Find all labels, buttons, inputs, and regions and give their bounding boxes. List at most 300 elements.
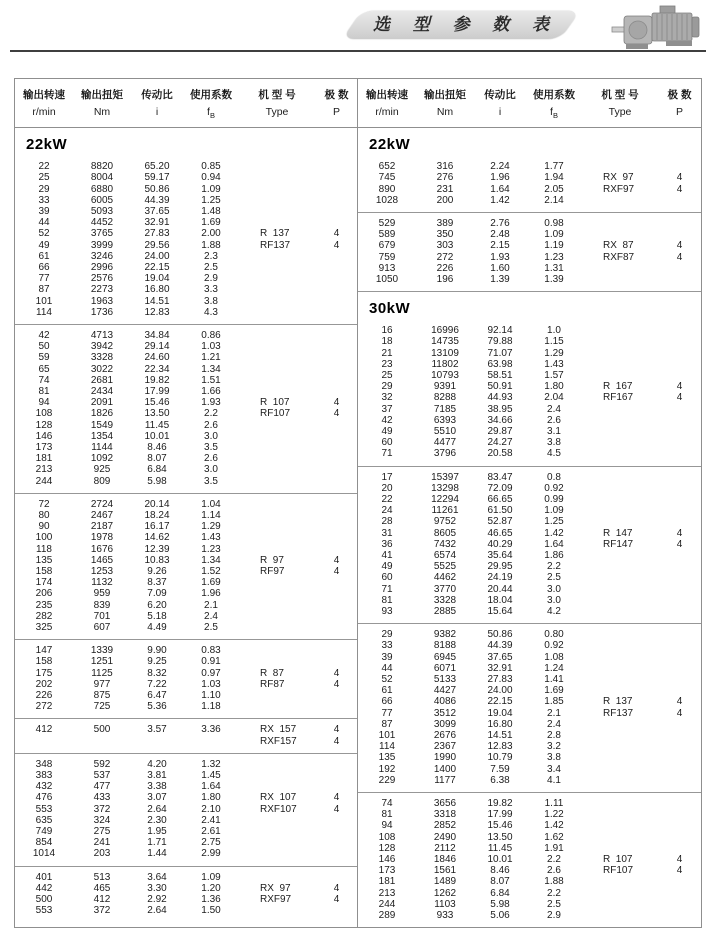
torque-cell: 3318: [433, 809, 457, 821]
speed-cell: 41: [381, 549, 393, 561]
type-cell: [239, 386, 315, 397]
table-row: [15, 770, 357, 781]
service-factor-cell: 0.99: [544, 493, 564, 505]
service-factor-cell: 4.3: [204, 306, 218, 318]
table-row: [358, 483, 701, 494]
poles-cell: [658, 472, 701, 483]
ratio-cell: 92.14: [487, 325, 513, 337]
table-row: [15, 577, 357, 588]
ratio-cell: 37.65: [487, 651, 513, 663]
service-factor-cell: 3.1: [547, 425, 561, 437]
poles-cell: 4: [333, 803, 340, 815]
ratio-cell: 50.86: [144, 183, 170, 195]
table-row: [358, 809, 701, 820]
ratio-cell: 11.45: [487, 842, 513, 854]
service-factor-cell: 3.0: [204, 464, 218, 476]
type-cell: [239, 532, 315, 543]
service-factor-cell: 1.88: [201, 239, 221, 251]
torque-cell: 8288: [433, 392, 457, 404]
torque-cell: 925: [93, 464, 111, 476]
service-factor-cell: 1.62: [544, 831, 564, 843]
speed-cell: 39: [38, 205, 50, 217]
table-row: [15, 499, 357, 510]
ratio-cell: 18.24: [144, 509, 170, 521]
speed-cell: 383: [35, 770, 53, 782]
torque-cell: 1465: [90, 554, 114, 566]
torque-cell: 3656: [433, 798, 457, 810]
poles-cell: [658, 663, 701, 674]
table-row: [15, 668, 357, 679]
poles-cell: [658, 516, 701, 527]
service-factor-cell: 1.23: [544, 251, 564, 263]
torque-cell: 2112: [434, 842, 456, 854]
poles-cell: [315, 532, 358, 543]
table-row: [15, 172, 357, 183]
table-row: [358, 161, 701, 172]
poles-cell: [315, 544, 358, 555]
speed-cell: 23: [381, 358, 393, 370]
type-cell: RXF97: [603, 183, 635, 195]
speed-cell: 49: [381, 425, 393, 437]
table-row: [358, 359, 701, 370]
torque-cell: 2367: [433, 741, 457, 753]
service-factor-cell: 3.8: [547, 437, 561, 449]
poles-cell: [315, 284, 358, 295]
ratio-cell: 3.30: [147, 882, 167, 894]
poles-cell: [658, 229, 701, 240]
speed-cell: 87: [38, 284, 50, 296]
table-row: [358, 798, 701, 809]
type-cell: [239, 690, 315, 701]
torque-cell: 11802: [431, 358, 459, 370]
poles-cell: [315, 184, 358, 195]
speed-cell: 589: [378, 229, 396, 241]
service-factor-cell: 0.92: [544, 640, 564, 652]
service-factor-cell: 1.86: [544, 549, 564, 561]
table-row: [358, 843, 701, 854]
speed-cell: 101: [35, 295, 53, 307]
ratio-cell: 19.82: [144, 374, 170, 386]
ratio-block: [15, 493, 357, 639]
type-cell: RF137: [260, 239, 291, 251]
table-row: [15, 894, 357, 905]
torque-cell: 12294: [431, 493, 459, 505]
service-factor-cell: 1.03: [201, 678, 221, 690]
table-row: [15, 544, 357, 555]
ratio-cell: 5.98: [490, 898, 510, 910]
torque-cell: 8004: [90, 172, 114, 184]
type-cell: [239, 375, 315, 386]
ratio-cell: 3.64: [147, 871, 167, 883]
torque-cell: 875: [93, 690, 111, 702]
ratio-cell: 17.99: [144, 385, 170, 397]
ratio-cell: 50.91: [487, 381, 513, 393]
torque-cell: 6945: [433, 651, 457, 663]
header-unit-subscript: B: [552, 111, 558, 121]
service-factor-cell: 4.1: [547, 774, 561, 786]
table-row: [15, 566, 357, 577]
poles-cell: [658, 370, 701, 381]
service-factor-cell: 1.42: [544, 820, 564, 832]
ratio-block: [358, 320, 701, 465]
torque-cell: 11261: [431, 505, 459, 517]
speed-cell: 42: [38, 329, 50, 341]
speed-cell: 226: [35, 690, 53, 702]
service-factor-cell: 1.19: [544, 240, 564, 252]
header-unit: $f_B$: [550, 106, 558, 121]
type-cell: [582, 584, 658, 595]
type-cell: [582, 685, 658, 696]
speed-cell: 442: [35, 882, 53, 894]
table-row: [358, 888, 701, 899]
service-factor-cell: 3.2: [547, 741, 561, 753]
poles-cell: [658, 798, 701, 809]
table-row: [358, 494, 701, 505]
torque-cell: 203: [93, 848, 111, 860]
type-cell: [239, 161, 315, 172]
ratio-cell: 16.80: [144, 284, 170, 296]
service-factor-cell: 2.2: [547, 887, 561, 899]
type-cell: [582, 415, 658, 426]
service-factor-cell: 1.69: [201, 217, 221, 229]
speed-cell: 74: [381, 798, 393, 810]
table-row: [15, 701, 357, 712]
torque-cell: 1846: [433, 854, 457, 866]
torque-cell: 3328: [90, 352, 114, 364]
type-cell: [582, 437, 658, 448]
type-cell: [239, 341, 315, 352]
speed-cell: 50: [38, 341, 50, 353]
speed-cell: 101: [378, 730, 396, 742]
poles-cell: [315, 770, 358, 781]
poles-cell: 4: [333, 678, 340, 690]
table-row: [358, 764, 701, 775]
table-row: [358, 274, 701, 285]
service-factor-cell: 1.29: [201, 521, 221, 533]
poles-cell: [315, 273, 358, 284]
table-row: [358, 404, 701, 415]
service-factor-cell: 1.08: [544, 651, 564, 663]
page-title: 选 型 参 数 表: [373, 15, 558, 34]
torque-cell: 2852: [433, 820, 457, 832]
type-cell: [239, 453, 315, 464]
poles-cell: [658, 274, 701, 285]
torque-cell: 3942: [90, 341, 114, 353]
torque-cell: 809: [93, 475, 111, 487]
torque-cell: 226: [436, 262, 454, 274]
speed-cell: 1014: [32, 848, 56, 860]
header-label: 使用系数: [533, 89, 575, 101]
torque-cell: 2724: [90, 498, 114, 510]
torque-cell: 4427: [433, 685, 457, 697]
torque-cell: 8605: [433, 527, 457, 539]
ratio-cell: 66.65: [487, 493, 513, 505]
service-factor-cell: 1.34: [201, 363, 221, 375]
speed-cell: 432: [35, 781, 53, 793]
speed-cell: 128: [35, 419, 53, 431]
table-row: [15, 217, 357, 228]
service-factor-cell: 1.09: [201, 183, 221, 195]
type-cell: RF87: [260, 678, 285, 690]
service-factor-cell: 2.6: [547, 865, 561, 877]
ratio-cell: 1.64: [490, 183, 510, 195]
service-factor-cell: 1.0: [547, 325, 561, 337]
torque-cell: 1251: [90, 656, 114, 668]
table-row: [15, 307, 357, 318]
ratio-cell: 8.07: [147, 453, 167, 465]
ratio-block: [15, 639, 357, 718]
service-factor-cell: 2.75: [201, 837, 221, 849]
type-cell: [582, 674, 658, 685]
ratio-cell: 34.66: [487, 414, 513, 426]
torque-cell: 477: [93, 781, 111, 793]
torque-cell: 200: [436, 194, 454, 206]
ratio-cell: 14.51: [144, 295, 170, 307]
power-rating-label: 30kW: [369, 300, 411, 318]
torque-cell: 2434: [90, 385, 114, 397]
type-cell: [582, 494, 658, 505]
type-cell: [239, 848, 315, 859]
torque-cell: 465: [93, 882, 111, 894]
poles-cell: [315, 759, 358, 770]
torque-cell: 7185: [433, 403, 457, 415]
header-cell: [15, 87, 73, 120]
type-cell: [582, 663, 658, 674]
torque-cell: 16996: [431, 325, 459, 337]
poles-cell: [658, 437, 701, 448]
poles-cell: [315, 577, 358, 588]
type-cell: R 107: [260, 397, 290, 409]
table-row: [15, 408, 357, 419]
table-row: [15, 453, 357, 464]
service-factor-cell: 3.0: [204, 430, 218, 442]
speed-cell: 60: [381, 572, 393, 584]
speed-cell: 181: [378, 876, 396, 888]
table-row: [15, 464, 357, 475]
torque-cell: 241: [93, 837, 111, 849]
table-row: [358, 472, 701, 483]
service-factor-cell: 1.64: [201, 781, 221, 793]
table-row: [15, 679, 357, 690]
table-row: [358, 572, 701, 583]
power-section: [358, 291, 701, 927]
table-row: [358, 685, 701, 696]
torque-cell: 1400: [433, 763, 457, 775]
torque-cell: [73, 736, 131, 747]
speed-cell: 33: [381, 640, 393, 652]
header-cell: [131, 87, 183, 120]
type-cell: [582, 752, 658, 763]
poles-cell: 4: [333, 894, 340, 906]
speed-cell: 213: [378, 887, 396, 899]
speed-cell: 21: [381, 347, 393, 359]
torque-cell: 2490: [433, 831, 457, 843]
speed-cell: 108: [35, 408, 53, 420]
power-rating-label: 22kW: [369, 136, 411, 154]
table-row: [15, 656, 357, 667]
column-header-row: [15, 79, 357, 128]
service-factor-cell: 1.69: [544, 685, 564, 697]
speed-cell: 652: [378, 161, 396, 173]
torque-cell: 2576: [90, 273, 114, 285]
table-row: [358, 381, 701, 392]
ratio-cell: 22.34: [144, 363, 170, 375]
table-row: [358, 370, 701, 381]
torque-cell: 9391: [433, 381, 457, 393]
torque-cell: 372: [93, 803, 111, 815]
speed-cell: 146: [378, 854, 396, 866]
type-cell: R 97: [260, 554, 284, 566]
service-factor-cell: 1.39: [544, 273, 564, 285]
speed-cell: 25: [381, 369, 393, 381]
torque-cell: 5510: [433, 425, 457, 437]
ratio-cell: 15.46: [144, 397, 170, 409]
speed-cell: 229: [378, 774, 396, 786]
speed-cell: 348: [35, 758, 53, 770]
poles-cell: [658, 640, 701, 651]
type-cell: [582, 876, 658, 887]
ratio-cell: 40.29: [487, 538, 513, 550]
torque-cell: 2273: [90, 284, 114, 296]
type-cell: [239, 656, 315, 667]
type-cell: [582, 832, 658, 843]
type-cell: [239, 420, 315, 431]
ratio-cell: 32.91: [144, 217, 170, 229]
power-section: [15, 128, 357, 922]
header-cell: [416, 87, 474, 120]
poles-cell: [315, 656, 358, 667]
speed-cell: 1028: [375, 194, 399, 206]
poles-cell: [315, 499, 358, 510]
poles-cell: [658, 899, 701, 910]
service-factor-cell: 2.1: [204, 599, 218, 611]
torque-cell: 1103: [434, 898, 456, 910]
speed-cell: 158: [35, 566, 53, 577]
torque-cell: 272: [436, 251, 454, 263]
ratio-cell: 34.84: [144, 329, 170, 341]
service-factor-cell: 3.36: [201, 724, 221, 736]
service-factor-cell: 1.25: [201, 194, 221, 206]
table-row: [15, 431, 357, 442]
type-cell: R 137: [260, 228, 290, 240]
ratio-cell: 1.95: [147, 826, 167, 838]
poles-cell: [315, 690, 358, 701]
service-factor-cell: 2.41: [201, 814, 221, 826]
type-cell: [239, 217, 315, 228]
torque-cell: 13109: [431, 347, 459, 359]
poles-cell: [658, 218, 701, 229]
torque-cell: 13298: [431, 482, 459, 494]
ratio-cell: 15.64: [487, 606, 513, 617]
speed-cell: 135: [35, 554, 53, 566]
ratio-cell: 37.65: [144, 205, 170, 217]
torque-cell: 14735: [431, 336, 459, 348]
table-row: [15, 510, 357, 521]
type-cell: [239, 499, 315, 510]
ratio-cell: 6.47: [147, 690, 167, 702]
poles-cell: [658, 775, 701, 786]
power-rating-label: 22kW: [26, 136, 68, 154]
ratio-cell: 2.64: [147, 905, 167, 917]
table-row: [358, 775, 701, 786]
torque-cell: 3765: [90, 228, 114, 240]
torque-cell: 1978: [90, 532, 114, 544]
ratio-cell: 24.19: [487, 572, 513, 584]
ratio-cell: 9.25: [147, 656, 167, 668]
poles-cell: [315, 206, 358, 217]
ratio-cell: 1.60: [490, 262, 510, 274]
torque-cell: 433: [93, 792, 111, 804]
speed-cell: 90: [38, 521, 50, 533]
torque-cell: 6005: [90, 194, 114, 206]
type-cell: [582, 336, 658, 347]
ratio-cell: 11.45: [144, 419, 170, 431]
service-factor-cell: 1.18: [201, 701, 221, 713]
torque-cell: 607: [93, 622, 111, 634]
table-row: [358, 415, 701, 426]
table-row: [358, 252, 701, 263]
speed-cell: 749: [35, 826, 53, 838]
speed-cell: 29: [381, 381, 393, 393]
table-row: [358, 663, 701, 674]
type-cell: [582, 516, 658, 527]
ratio-block: [15, 324, 357, 493]
table-row: [358, 516, 701, 527]
torque-cell: 1092: [90, 453, 114, 465]
service-factor-cell: 2.6: [204, 453, 218, 465]
speed-cell: 29: [381, 629, 393, 641]
type-cell: [582, 606, 658, 617]
table-row: [15, 815, 357, 826]
service-factor-cell: 2.5: [547, 898, 561, 910]
speed-cell: 235: [35, 599, 53, 611]
ratio-cell: 83.47: [487, 471, 513, 483]
torque-cell: 933: [436, 910, 454, 922]
table-row: [358, 505, 701, 516]
speed-cell: 52: [381, 674, 393, 686]
torque-cell: 959: [93, 588, 111, 600]
type-cell: [582, 370, 658, 381]
torque-cell: 9382: [433, 629, 457, 641]
ratio-cell: 19.04: [144, 273, 170, 285]
type-cell: [239, 521, 315, 532]
service-factor-cell: 1.50: [201, 905, 221, 917]
type-cell: RF107: [603, 865, 634, 877]
ratio-cell: 44.39: [487, 640, 513, 652]
speed-cell: 37: [381, 403, 393, 415]
table-row: [15, 600, 357, 611]
poles-cell: [658, 752, 701, 763]
type-cell: [582, 505, 658, 516]
poles-cell: [658, 494, 701, 505]
ratio-cell: 5.36: [147, 701, 167, 713]
service-factor-cell: [183, 736, 239, 747]
type-cell: [582, 325, 658, 336]
service-factor-cell: 1.69: [201, 577, 221, 589]
header-label: 输出转速: [23, 89, 65, 101]
service-factor-cell: 2.3: [204, 250, 218, 262]
poles-cell: [658, 685, 701, 696]
ratio-cell: 2.64: [147, 803, 167, 815]
service-factor-cell: 1.09: [544, 229, 564, 241]
poles-cell: 4: [676, 696, 683, 708]
table-row: [358, 448, 701, 459]
poles-cell: 4: [676, 172, 683, 184]
torque-cell: 412: [93, 894, 111, 906]
torque-cell: 725: [93, 701, 111, 713]
poles-cell: [315, 600, 358, 611]
poles-cell: [315, 848, 358, 859]
